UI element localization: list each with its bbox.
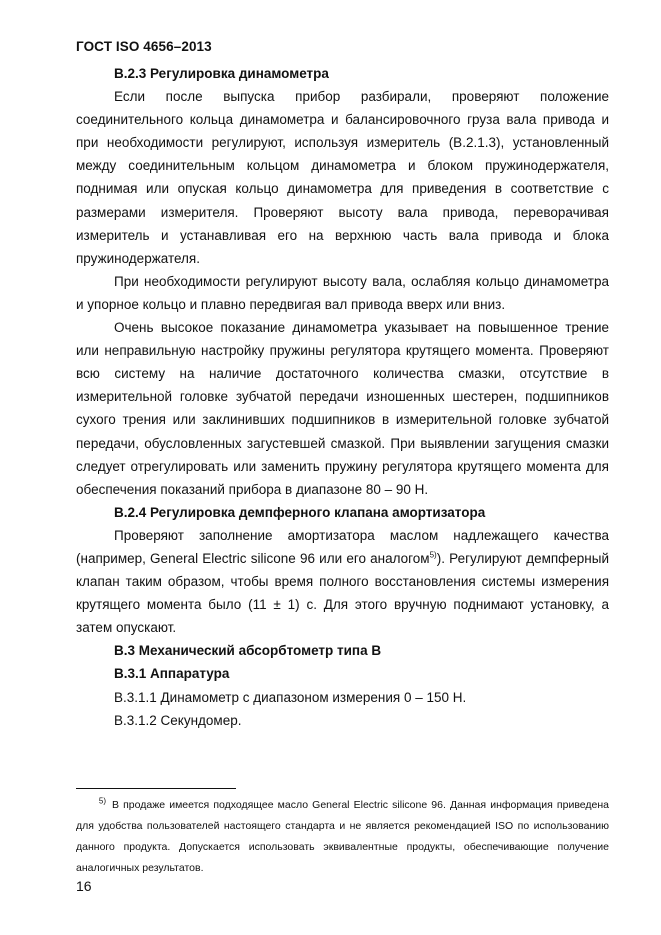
paragraph: Очень высокое показание динамометра указывает на повышенное трение или неправильную настройку пружины регулятора крутящего момента. Проверяют всю систему на наличие достаточного количества смазки, отсутствие в измерительной головке зубчатой передачи изношенных шестерен, подшипников сухого трения или заклинивших подшипников в измерительной головке зубчатой передачи, обусловленных загустевшей смазкой. При выявлении загущения смазки следует отрегулировать или заменить пружину регулятора крутящего момента для обеспечения показаний прибора в диапазоне 80 – 90 Н. [76,320,609,497]
list-item: B.3.1.1 Динамометр с диапазоном измерения 0 – 150 Н. [114,689,467,705]
paragraph-text: Проверяют заполнение амортизатора маслом надлежащего качества (например, General Electric silicone 96 или его аналогом [76,527,609,566]
paragraph: Если после выпуска прибор разбирали, проверяют положение соединительного кольца динамометра и балансировочного груза вала привода и при необходимости регулируют, используя измеритель (B.2.1.3), установленный между соединительным кольцом динамометра и блоком пружинодержателя, поднимая или опуская кольцо динамометра для приведения в соответствие с размерами измерителя. Проверяют высоту вала привода, переворачивая измеритель и устанавливая его на верхнюю часть вала привода и блока пружинодержателя. [76,89,609,266]
paragraph-with-footnote [76,524,609,639]
paragraph-text: ). Регулируют демпферный клапан таким образом, чтобы время полного восстановления системы измерения крутящего момента было (11 ± 1) с. Для этого вручную поднимают установку, а затем опускают. [76,550,609,636]
page-number: 16 [76,878,92,894]
paragraph: При необходимости регулируют высоту вала, ослабляя кольцо динамометра и упорное кольцо и плавно передвигая вал привода вверх или вниз. [76,273,609,312]
footnote-text: В продаже имеется подходящее масло General Electric silicone 96. Данная информация приведена для удобства пользователей настоящего стандарта и не является рекомендацией ISO по использованию данного продукта. Допускается использовать эквивалентные продукты, обеспечивающие получение аналогичных результатов. [76,799,609,874]
footnote-divider [76,788,236,789]
footnote [76,795,609,879]
document-code: ГОСТ ISO 4656–2013 [76,39,212,54]
section-heading-b3: B.3 Механический абсорбтометр типа B [114,643,382,659]
list-item: B.3.1.2 Секундомер. [114,712,242,728]
footnote-reference: 5) [429,550,437,560]
section-heading-b24: B.2.4 Регулировка демпферного клапана амортизатора [114,504,486,520]
section-heading-b23: B.2.3 Регулировка динамометра [114,66,329,81]
section-heading-b31: B.3.1 Аппаратура [114,666,230,682]
body-text [76,62,609,732]
footnote-mark: 5) [98,796,106,806]
